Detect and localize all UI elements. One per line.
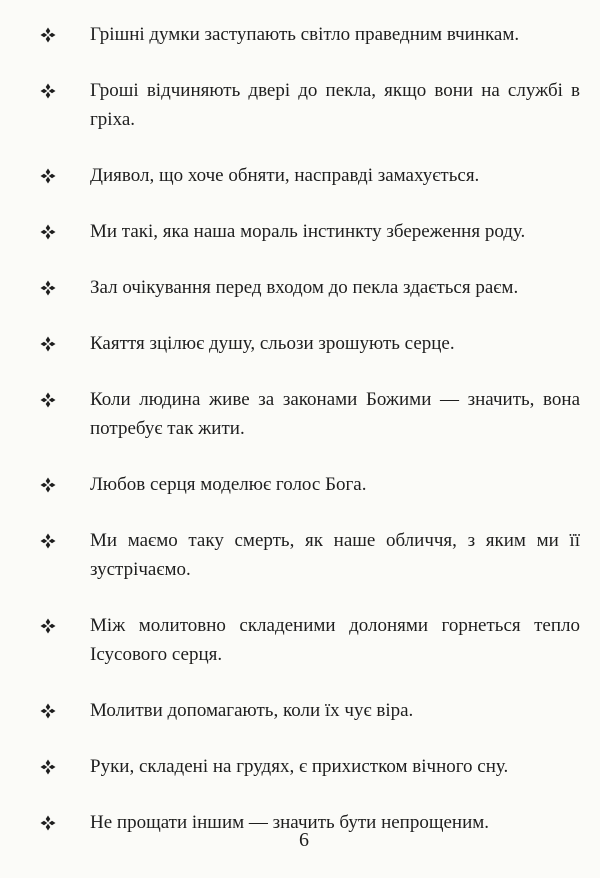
- page-number: 6: [299, 829, 309, 851]
- four-diamond-ornament-icon: [40, 168, 56, 184]
- list-item: [40, 76, 580, 134]
- aphorism-text: Грішні думки заступають світло праведним вчинкам.: [90, 24, 520, 45]
- list-item: [40, 611, 580, 669]
- aphorism-text: Руки, складені на грудях, є прихистком вічного сну.: [90, 756, 509, 777]
- list-item: [40, 161, 580, 190]
- list-item: [40, 696, 580, 725]
- four-diamond-ornament-icon: [40, 759, 56, 775]
- list-item: [40, 273, 580, 302]
- aphorism-text: Не прощати іншим — значить бути непрощеним.: [90, 812, 490, 833]
- four-diamond-ornament-icon: [40, 224, 56, 240]
- aphorism-list: [40, 20, 580, 864]
- four-diamond-ornament-icon: [40, 703, 56, 719]
- list-item: [40, 329, 580, 358]
- four-diamond-ornament-icon: [40, 477, 56, 493]
- aphorism-text: Любов серця моделює голос Бога.: [90, 474, 367, 495]
- aphorism-text: Молитви допомагають, коли їх чує віра.: [90, 700, 414, 721]
- aphorism-text: Зал очікування перед входом до пекла здається раєм.: [90, 277, 519, 298]
- aphorism-text: Диявол, що хоче обняти, насправді замахується.: [90, 165, 480, 186]
- four-diamond-ornament-icon: [40, 336, 56, 352]
- aphorism-text: Коли людина живе за законами Божими — значить, вона потребує так жити.: [90, 389, 580, 439]
- list-item: [40, 752, 580, 781]
- four-diamond-ornament-icon: [40, 27, 56, 43]
- aphorism-text: Гроші відчиняють двері до пекла, якщо вони на службі в гріха.: [90, 80, 580, 130]
- aphorism-text: Каяття зцілює душу, сльози зрошують серце.: [90, 333, 455, 354]
- list-item: [40, 526, 580, 584]
- list-item: [40, 20, 580, 49]
- list-item: [40, 385, 580, 443]
- four-diamond-ornament-icon: [40, 280, 56, 296]
- aphorism-text: Між молитовно складеними долонями горнеться тепло Ісусового серця.: [90, 615, 580, 665]
- four-diamond-ornament-icon: [40, 618, 56, 634]
- list-item: [40, 217, 580, 246]
- four-diamond-ornament-icon: [40, 83, 56, 99]
- aphorism-text: Ми такі, яка наша мораль інстинкту збереження роду.: [90, 221, 526, 242]
- list-item: [40, 470, 580, 499]
- aphorism-text: Ми маємо таку смерть, як наше обличчя, з яким ми її зустрічаємо.: [90, 530, 580, 580]
- four-diamond-ornament-icon: [40, 533, 56, 549]
- four-diamond-ornament-icon: [40, 392, 56, 408]
